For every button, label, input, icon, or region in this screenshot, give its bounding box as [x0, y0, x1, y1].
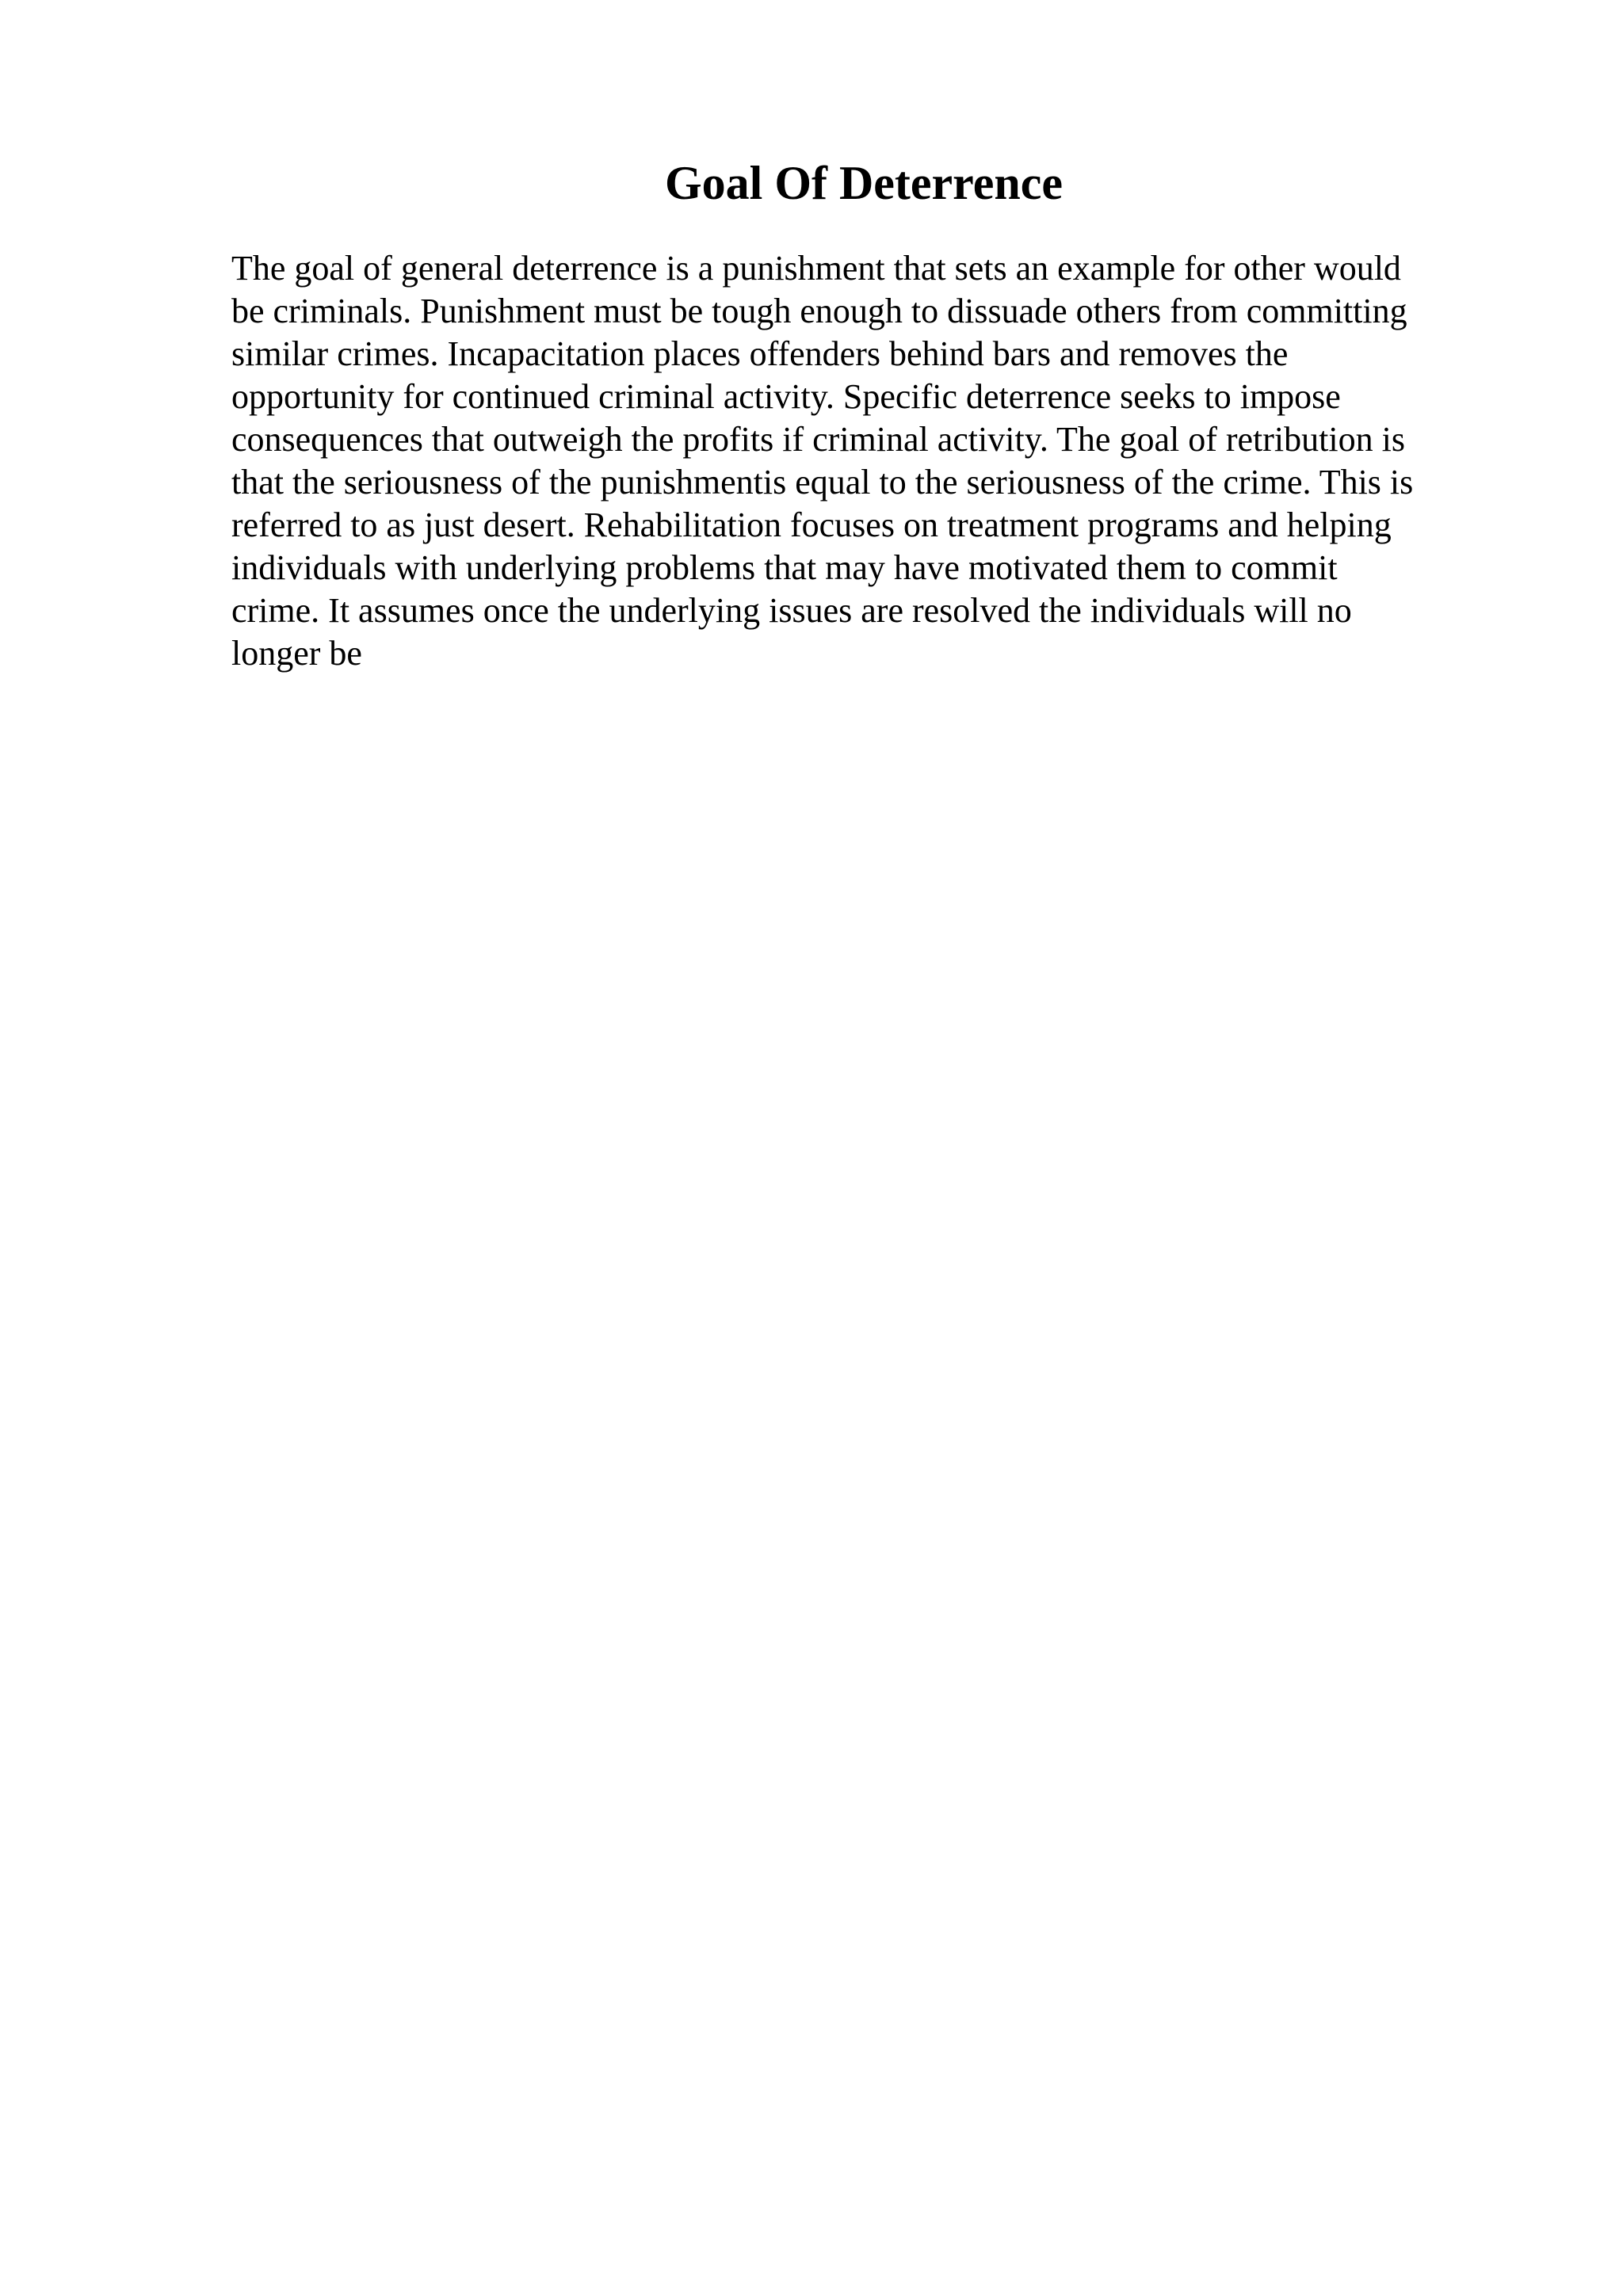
body-line: consequences that outweigh the profits if criminal activity. The goal of retribution is — [231, 420, 1405, 459]
body-line: similar crimes. Incapacitation places offenders behind bars and removes the — [231, 334, 1289, 373]
body-line: that the seriousness of the punishmentis equal to the seriousness of the crime. This is — [231, 463, 1414, 502]
body-line: crime. It assumes once the underlying issues are resolved the individuals will no — [231, 591, 1352, 630]
document-title: Goal Of Deterrence — [664, 157, 1063, 209]
body-line: opportunity for continued criminal activity. Specific deterrence seeks to impose — [231, 377, 1341, 416]
body-line: referred to as just desert. Rehabilitation focuses on treatment programs and helping — [231, 505, 1392, 544]
body-line: be criminals. Punishment must be tough enough to dissuade others from committing — [231, 292, 1407, 330]
document-body — [231, 247, 1515, 675]
body-line: The goal of general deterrence is a punishment that sets an example for other would — [231, 249, 1401, 288]
body-line: individuals with underlying problems that may have motivated them to commit — [231, 548, 1338, 587]
body-line: longer be — [231, 634, 362, 673]
